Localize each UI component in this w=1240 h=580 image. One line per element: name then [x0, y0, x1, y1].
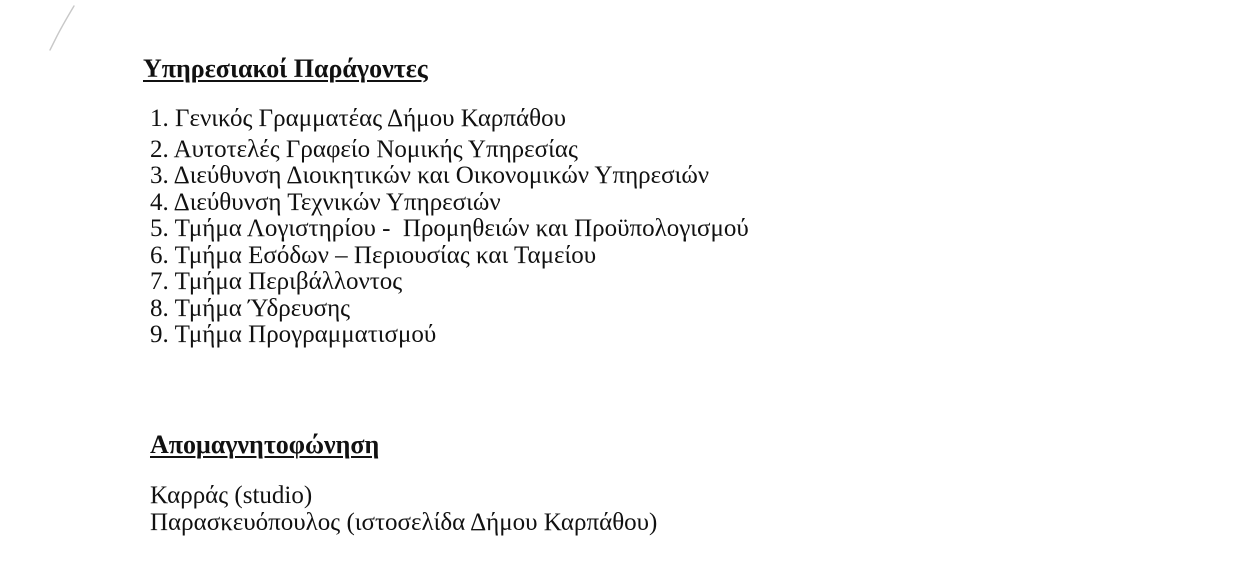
item-text: Τμήμα Περιβάλλοντος: [174, 268, 403, 295]
item-number: 1.: [150, 105, 169, 132]
item-text: Γενικός Γραμματέας Δήμου Καρπάθου: [175, 105, 566, 132]
item-text: Τμήμα Λογιστηρίου - Προμηθειών και Προϋπολογισμού: [174, 215, 749, 242]
list-item: [150, 137, 749, 164]
item-number: 3.: [150, 162, 169, 189]
list-item: [150, 216, 749, 243]
service-factors-list: [150, 106, 749, 349]
list-item: [150, 106, 749, 133]
item-number: 5.: [150, 215, 169, 242]
item-number: 7.: [150, 268, 169, 295]
item-text: Τμήμα Ύδρευσης: [174, 294, 351, 322]
item-text: Τμήμα Εσόδων – Περιουσίας και Ταμείου: [174, 241, 597, 269]
list-item: [150, 243, 749, 270]
item-number: 8.: [150, 294, 169, 322]
item-text: Αυτοτελές Γραφείο Νομικής Υπηρεσίας: [173, 135, 578, 163]
list-item: [150, 190, 749, 217]
section-heading-transcription: Απομαγνητοφώνηση: [150, 430, 380, 459]
item-text: Διεύθυνση Διοικητικών και Οικονομικών Υπηρεσιών: [173, 162, 710, 189]
list-item: Παρασκευόπουλος (ιστοσελίδα Δήμου Καρπάθου): [150, 509, 658, 536]
item-text: Τμήμα Προγραμματισμού: [174, 321, 437, 348]
item-number: 2.: [150, 135, 169, 163]
transcription-list: [150, 482, 657, 536]
list-item: [150, 296, 749, 323]
section-heading-service-factors: Υπηρεσιακοί Παράγοντες: [143, 54, 428, 83]
item-number: 6.: [150, 241, 169, 269]
item-number: 4.: [150, 188, 169, 216]
item-number: 9.: [150, 321, 169, 348]
item-text: Διεύθυνση Τεχνικών Υπηρεσιών: [173, 188, 501, 216]
list-item: Καρράς (studio): [150, 482, 313, 509]
list-item: [150, 269, 749, 296]
scan-pen-mark: [44, 4, 84, 54]
list-item: [150, 163, 749, 190]
list-item: [150, 322, 749, 349]
